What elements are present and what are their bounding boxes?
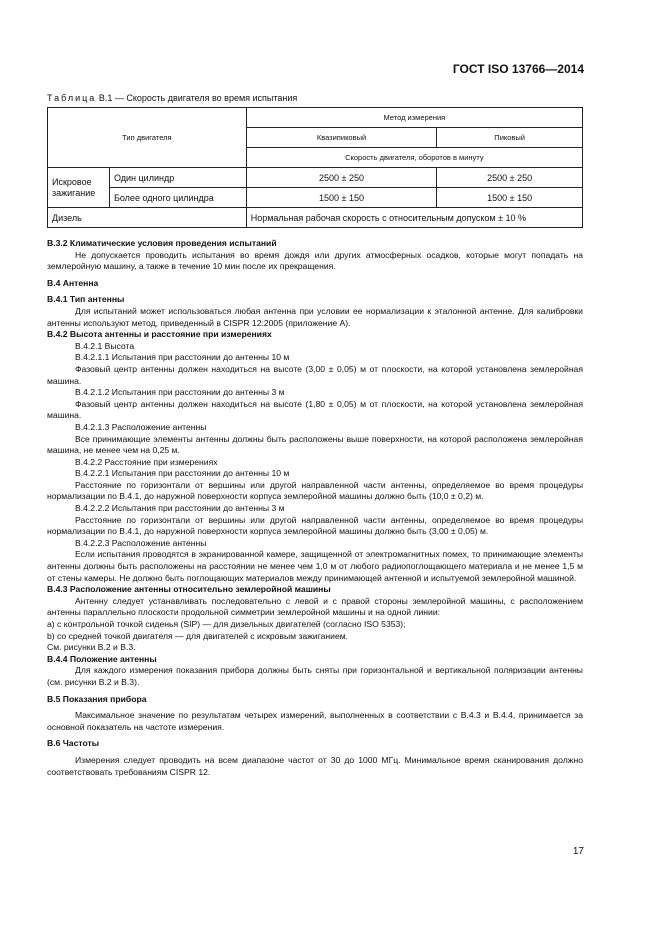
- subheading: В.4.2.2.3 Расположение антенны: [75, 537, 207, 548]
- paragraph: Для испытаний может использоваться любая антенна при условии ее нормализации к эталонной антенне. Для калибровки антенны используют метод, приведенный в CISPR 12:2005 (приложение А).: [47, 305, 583, 328]
- cell-peak: 2500 ± 250: [437, 168, 583, 188]
- subheading: В.4.2.1 Высота: [75, 340, 135, 351]
- paragraph: Если испытания проводятся в экранированной камере, защищенной от электромагнитных помех, то принимающие элементы антенны должны быть расположены на расстоянии не менее чем 1,0 м от любого радиопоглощающего материала и не менее 1,5 м от стены камеры. Не должно быть поглощающих материалов между принимающей антенной и испытуемой землеройной машиной.: [47, 549, 583, 583]
- document-id: ГОСТ ISO 13766—2014: [452, 62, 584, 76]
- paragraph: Фазовый центр антенны должен находиться на высоте (3,00 ± 0,05) м от плоскости, на которой установлена землеройная машина.: [47, 363, 583, 386]
- cell-quasi: 1500 ± 150: [246, 188, 437, 208]
- paragraph: Фазовый центр антенны должен находиться на высоте (1,80 ± 0,05) м от плоскости, на которой установлена землеройная машина.: [47, 398, 583, 421]
- header-peak: Пиковый: [437, 128, 583, 148]
- section-heading: В.4.1 Тип антенны: [47, 294, 125, 305]
- header-engine-type: Тип двигателя: [48, 108, 247, 168]
- table-caption-text: В.1 — Скорость двигателя во время испытания: [98, 93, 298, 103]
- cell-peak: 1500 ± 150: [437, 188, 583, 208]
- row-diesel: Дизель: [48, 208, 247, 228]
- header-quasi-peak: Квазипиковый: [246, 128, 437, 148]
- section-heading: В.4.2 Высота антенны и расстояние при измерениях: [47, 329, 272, 340]
- section-heading: В.3.2 Климатические условия проведения испытаний: [47, 238, 277, 248]
- section-heading: В.6 Частоты: [47, 738, 100, 749]
- engine-speed-table: [47, 107, 583, 228]
- list-item: a) с контрольной точкой сиденья (SIP) — для дизельных двигателей (согласно ISO 5353);: [47, 619, 406, 629]
- row-label: Один цилиндр: [109, 168, 246, 188]
- table-caption-label: Таблица: [47, 93, 97, 103]
- subheading: В.4.2.2 Расстояние при измерениях: [75, 456, 218, 467]
- paragraph: Для каждого измерения показания прибора должны быть сняты при горизонтальной и вертикальной поляризации антенны (см. рисунки В.2 и В.3).: [47, 665, 583, 687]
- page-number: 17: [572, 846, 584, 857]
- section-heading: В.4.3 Расположение антенны относительно землеройной машины: [47, 584, 331, 595]
- paragraph: Расстояние по горизонтали от вершины или другой направленной части антенны, определяемое во время процедуры нормализации по В.4.1, до наружной поверхности корпуса землеройной машины должно быть (10,0 ± 0,2) м.: [47, 479, 583, 502]
- paragraph: Антенну следует устанавливать последовательно с левой и с правой стороны землеройной машины, с расположением антенны параллельно плоскости продольной симметрии землеройной машины и на одной линии:: [47, 595, 583, 618]
- subheading: В.4.2.2.1 Испытания при расстоянии до антенны 10 м: [75, 468, 290, 479]
- section-heading: В.4.4 Положение антенны: [47, 653, 157, 664]
- section-heading: В.4 Антенна: [47, 277, 99, 288]
- paragraph: Все принимающие элементы антенны должны быть расположены выше поверхности, на которой расположена землеройная машина, не менее чем на 0,25 м.: [47, 433, 583, 456]
- subheading: В.4.2.1.2 Испытания при расстоянии до антенны 3 м: [75, 387, 285, 398]
- paragraph: См. рисунки В.2 и В.3.: [47, 642, 136, 653]
- row-spark-ignition: Искровое зажигание: [48, 168, 110, 208]
- section-heading: В.5 Показания прибора: [47, 693, 147, 704]
- cell-quasi: 2500 ± 250: [246, 168, 437, 188]
- paragraph: Измерения следует проводить на всем диапазоне частот от 30 до 1000 МГц. Минимальное время сканирования должно соответствовать требованиям CISPR 12.: [47, 754, 583, 777]
- list-item: b) со средней точкой двигателя — для двигателей с искровым зажиганием.: [47, 630, 349, 641]
- document-body: [47, 238, 583, 778]
- paragraph: Максимальное значение по результатам четырех измерений, выполненных в соответствии с В.4.3 и В.4.4, принимается за основной показатель на частоте измерения.: [47, 710, 583, 732]
- table-caption: [47, 93, 297, 103]
- subheading: В.4.2.2.2 Испытания при расстоянии до антенны 3 м: [75, 503, 285, 514]
- cell-diesel-value: Нормальная рабочая скорость с относительным допуском ± 10 %: [246, 208, 582, 228]
- paragraph: Не допускается проводить испытания во время дождя или других атмосферных осадков, которые могут попадать на землеройную машину, а также в течение 10 мин после их прекращения.: [47, 249, 583, 272]
- paragraph: Расстояние по горизонтали от вершины или другой направленной части антенны, определяемое во время процедуры нормализации по В.4.1, до наружной поверхности корпуса землеройной машины должно быть (3,00 ± 0,05) м.: [47, 514, 583, 537]
- subheading: В.4.2.1.1 Испытания при расстоянии до антенны 10 м: [75, 352, 290, 363]
- header-speed: Скорость двигателя, оборотов в минуту: [246, 148, 582, 168]
- subheading: В.4.2.1.3 Расположение антенны: [75, 421, 207, 432]
- row-label: Более одного цилиндра: [109, 188, 246, 208]
- header-method: Метод измерения: [246, 108, 582, 128]
